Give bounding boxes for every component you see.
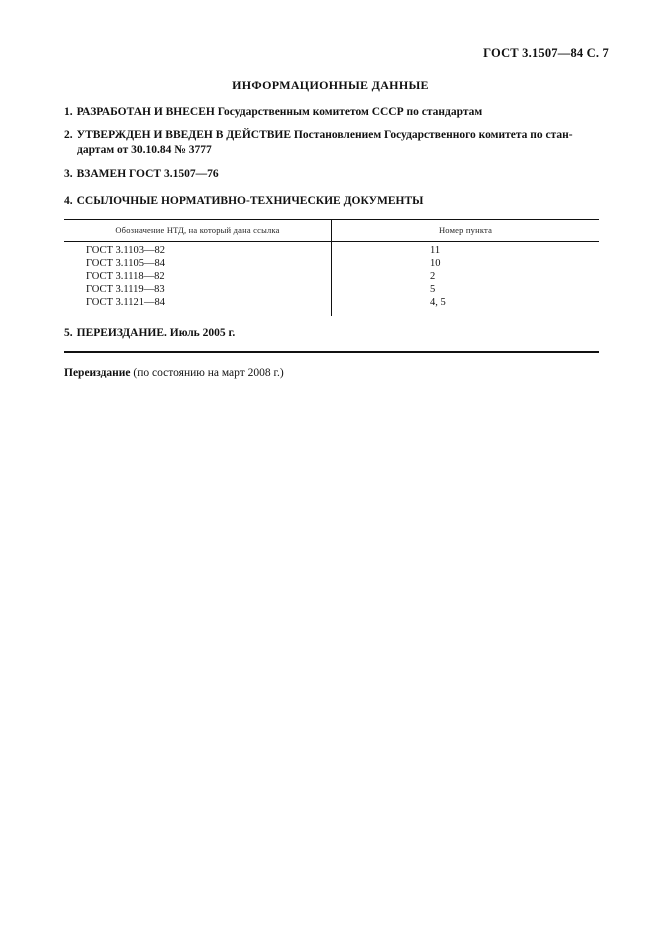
table-header-clause: Номер пункта — [438, 225, 493, 235]
info-item-4 — [64, 194, 604, 209]
table-cell-designation: ГОСТ 3.1118—82 — [86, 271, 165, 282]
table-cell-designation: ГОСТ 3.1121—84 — [86, 297, 166, 308]
table-cell-clause: 10 — [430, 258, 441, 269]
table-header-designation: Обозначение НТД, на который дана ссылка — [115, 225, 280, 235]
table-cell-clause: 4, 5 — [430, 297, 446, 308]
reference-documents-table — [64, 219, 599, 316]
item-text: Государственным комитетом СССР по стандартам — [214, 106, 483, 118]
clause-column — [430, 244, 446, 309]
reissue-text: (по состоянию на март 2008 г.) — [130, 367, 284, 379]
item-heading: ПЕРЕИЗДАНИЕ. Июль 2005 г. — [76, 327, 236, 339]
info-item-5 — [64, 326, 604, 341]
section-divider — [64, 351, 599, 353]
item-heading: УТВЕРЖДЕН И ВВЕДЕН В ДЕЙСТВИЕ — [76, 129, 292, 141]
item-number: 2. — [64, 129, 73, 141]
designation-column — [86, 244, 165, 309]
table-cell-designation: ГОСТ 3.1119—83 — [86, 284, 165, 295]
table-cell-clause: 2 — [430, 271, 436, 282]
item-heading: ВЗАМЕН ГОСТ 3.1507—76 — [76, 168, 219, 180]
info-item-2 — [64, 128, 604, 158]
table-cell-designation: ГОСТ 3.1105—84 — [86, 258, 166, 269]
item-heading: ССЫЛОЧНЫЕ НОРМАТИВНО-ТЕХНИЧЕСКИЕ ДОКУМЕНТЫ — [76, 195, 424, 207]
item-number: 5. — [64, 327, 73, 339]
item-text: Постановлением Государственного комитета по стан- — [291, 129, 573, 141]
info-item-3 — [64, 167, 604, 182]
item-number: 4. — [64, 195, 73, 207]
standard-reference: ГОСТ 3.1507—84 С. 7 — [483, 46, 609, 60]
item-heading: РАЗРАБОТАН И ВНЕСЕН — [76, 106, 215, 118]
table-cell-clause: 5 — [430, 284, 436, 295]
reissue-label: Переиздание — [64, 367, 131, 379]
reissue-note — [64, 367, 284, 379]
table-cell-designation: ГОСТ 3.1103—82 — [86, 245, 166, 256]
info-item-1 — [64, 105, 604, 120]
item-text-continuation: дартам от 30.10.84 № 3777 — [77, 144, 212, 156]
table-cell-clause: 11 — [430, 245, 441, 256]
page-title: ИНФОРМАЦИОННЫЕ ДАННЫЕ — [232, 78, 429, 92]
item-number: 3. — [64, 168, 73, 180]
item-number: 1. — [64, 106, 73, 118]
